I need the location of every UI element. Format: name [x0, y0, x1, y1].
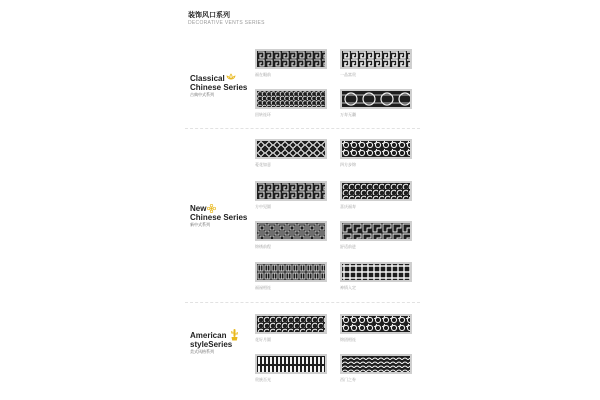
- vent-image: [340, 314, 412, 334]
- vent-image: [255, 262, 327, 282]
- vent-caption: 一品富贵: [340, 72, 356, 77]
- vent-caption: 四方步锦: [340, 162, 356, 167]
- vent-image: [340, 221, 412, 241]
- vent-caption: 锦团相连: [340, 337, 356, 342]
- vent-caption: 西门之券: [340, 377, 356, 382]
- section-divider: [185, 302, 420, 303]
- section-title-line2: Chinese Series: [190, 213, 248, 222]
- vent-image: [255, 139, 327, 159]
- vent-image: [255, 49, 327, 69]
- vent-caption: 神情入定: [340, 285, 356, 290]
- section-title-line2: styleSeries: [190, 340, 233, 349]
- page-title: 装饰风口系列: [188, 12, 230, 19]
- vent-image: [340, 181, 412, 201]
- vent-image: [255, 181, 327, 201]
- section-label-american: [190, 331, 232, 355]
- section-label-new: [190, 204, 247, 228]
- vent-caption: 福在眼前: [255, 72, 271, 77]
- page-subtitle: DECORATIVE VENTS SERIES: [188, 20, 265, 26]
- vent-caption: 锦绣前程: [255, 244, 271, 249]
- section-title-line1: Classical: [190, 74, 225, 83]
- vent-caption: 花好月圆: [255, 337, 271, 342]
- vent-caption: 菱花如意: [255, 162, 271, 167]
- section-label-classical: [190, 74, 247, 98]
- vent-caption: 回转连环: [255, 112, 271, 117]
- section-subtitle-cn: 古典中式系列: [190, 92, 214, 97]
- cactus-icon: [230, 328, 239, 341]
- vent-caption: 舒适前进: [340, 244, 356, 249]
- section-subtitle-cn: 美式风格系列: [190, 349, 214, 354]
- section-subtitle-cn: 新中式系列: [190, 222, 210, 227]
- vent-image: [255, 221, 327, 241]
- vent-image: [340, 89, 412, 109]
- vent-image: [340, 139, 412, 159]
- vent-image: [340, 49, 412, 69]
- vent-image: [255, 89, 327, 109]
- vent-caption: 喜庆福寿: [340, 204, 356, 209]
- lotus-icon: [226, 73, 236, 81]
- vent-image: [255, 314, 327, 334]
- vent-caption: 方中见圆: [255, 204, 271, 209]
- flower-icon: [207, 204, 216, 213]
- vent-caption: 福禄相连: [255, 285, 271, 290]
- vent-caption: 贵族吾光: [255, 377, 271, 382]
- vent-image: [255, 354, 327, 374]
- section-divider: [185, 128, 420, 129]
- section-title-line1: New: [190, 204, 207, 213]
- vent-image: [340, 354, 412, 374]
- vent-image: [340, 262, 412, 282]
- vent-caption: 万寿无疆: [340, 112, 356, 117]
- section-title-line1: American: [190, 331, 227, 340]
- section-title-line2: Chinese Series: [190, 83, 248, 92]
